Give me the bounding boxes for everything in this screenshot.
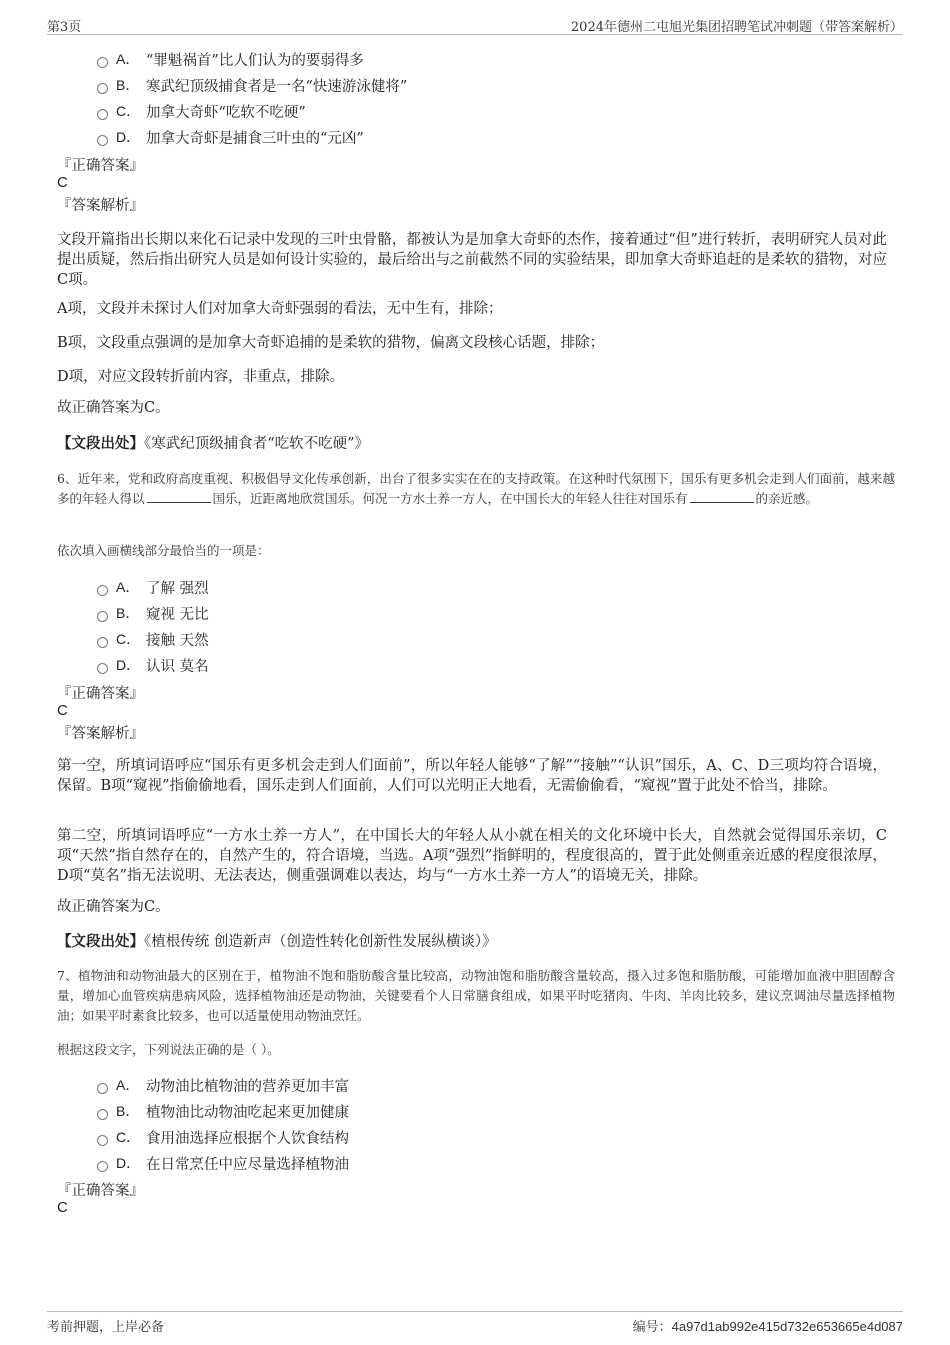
q6-source: 【文段出处】《植根传统 创造新声（创造性转化创新性发展纵横谈）》 — [57, 933, 497, 950]
q5-analysis-para: B项，文段重点强调的是加拿大奇虾追捕的是柔软的猎物，偏离文段核心话题，排除； — [57, 335, 605, 351]
radio-icon[interactable] — [97, 135, 108, 146]
q6-option-b[interactable]: B． 窥视 无比 — [97, 600, 877, 626]
radio-icon[interactable] — [97, 585, 108, 596]
page-number: 第3页 — [47, 20, 82, 35]
q5-correct-answer-label: 『正确答案』 — [57, 158, 144, 174]
q5-analysis-label: 『答案解析』 — [57, 198, 144, 214]
q6-option-a[interactable]: A． 了解 强烈 — [97, 574, 877, 600]
q5-analysis-para: 故正确答案为C。 — [57, 400, 170, 416]
q5-analysis-para: A项，文段并未探讨人们对加拿大奇虾强弱的看法，无中生有，排除； — [57, 301, 503, 317]
fill-blank — [690, 490, 754, 503]
q6-analysis-para: 第一空，所填词语呼应“国乐有更多机会走到人们面前”，所以年轻人能够“了解”“接触”“认识”国乐，A、C、D三项均符合语境，保留。B项“窥视”指偷偷地看，国乐走到人们面前，人们可以光明正大地看，无需偷偷看，“窥视”置于此处不恰当，排除。 — [57, 758, 887, 794]
radio-icon[interactable] — [97, 57, 108, 68]
page-header — [47, 14, 903, 35]
q7-correct-answer: C — [57, 1199, 68, 1216]
q6-analysis-para: 故正确答案为C。 — [57, 899, 170, 915]
page-footer — [47, 1311, 903, 1336]
q6-options — [97, 574, 877, 678]
q7-option-a[interactable]: A． 动物油比植物油的营养更加丰富 — [97, 1072, 877, 1098]
q6-stem: 6、近年来，党和政府高度重视、积极倡导文化传承创新，出台了很多实实在在的支持政策。在这种时代氛围下，国乐有更多机会走到人们面前，越来越多的年轻人得以 国乐，近距离地欣赏国乐。何况一方水土养一方人，在中国长大的年轻人往往对国乐有 的亲近感。 — [57, 471, 895, 506]
radio-icon[interactable] — [97, 109, 108, 120]
q5-option-c[interactable]: C． 加拿大奇虾“吃软不吃硬” — [97, 98, 877, 124]
q7-option-b[interactable]: B． 植物油比动物油吃起来更加健康 — [97, 1098, 877, 1124]
q7-correct-answer-label: 『正确答案』 — [57, 1183, 144, 1199]
radio-icon[interactable] — [97, 663, 108, 674]
q7-prompt: 根据这段文字，下列说法正确的是（ ）。 — [57, 1042, 280, 1057]
radio-icon[interactable] — [97, 1161, 108, 1172]
q7-stem: 7、植物油和动物油最大的区别在于，植物油不饱和脂肪酸含量比较高，动物油饱和脂肪酸含量较高，摄入过多饱和脂肪酸，可能增加血液中胆固醇含量，增加心血管疾病患病风险，选择植物油还是动物油，关键要看个人日常膳食组成，如果平时吃猪肉、牛肉、羊肉比较多，建议烹调油尽量选择植物油；如果平时素食比较多，也可以适量使用动物油烹饪。 — [57, 968, 895, 1023]
radio-icon[interactable] — [97, 637, 108, 648]
radio-icon[interactable] — [97, 1109, 108, 1120]
q5-option-b[interactable]: B． 寒武纪顶级捕食者是一名“快速游泳健将” — [97, 72, 877, 98]
q7-option-c[interactable]: C． 食用油选择应根据个人饮食结构 — [97, 1124, 877, 1150]
document-code: 编号：4a97d1ab992e415d732e653665e4d087 — [632, 1319, 903, 1335]
q6-option-d[interactable]: D． 认识 莫名 — [97, 652, 877, 678]
q5-analysis-para: D项，对应文段转折前内容，非重点，排除。 — [57, 369, 345, 385]
q6-correct-answer-label: 『正确答案』 — [57, 686, 144, 702]
q6-option-c[interactable]: C． 接触 天然 — [97, 626, 877, 652]
q6-analysis-para: 第二空，所填词语呼应“一方水土养一方人”，在中国长大的年轻人从小就在相关的文化环境中长大，自然就会觉得国乐亲切，C项“天然”指自然存在的，自然产生的，符合语境，当选。A项“强烈”指鲜明的，程度很高的，置于此处侧重亲近感的程度很浓厚，D项“莫名”指无法说明、无法表达，侧重强调难以表达，均与“一方水土养一方人”的语境无关，排除。 — [57, 828, 887, 884]
q6-prompt: 依次填入画横线部分最恰当的一项是： — [57, 543, 270, 558]
radio-icon[interactable] — [97, 83, 108, 94]
q7-options — [97, 1072, 877, 1176]
q5-correct-answer: C — [57, 174, 68, 191]
q5-option-d[interactable]: D． 加拿大奇虾是捕食三叶虫的“元凶” — [97, 124, 877, 150]
radio-icon[interactable] — [97, 611, 108, 622]
q7-option-d[interactable]: D． 在日常烹任中应尽量选择植物油 — [97, 1150, 877, 1176]
q5-options — [97, 46, 877, 150]
radio-icon[interactable] — [97, 1083, 108, 1094]
document-title: 2024年德州二屯旭光集团招聘笔试冲刺题（带答案解析） — [570, 20, 903, 35]
q5-source: 【文段出处】《寒武纪顶级捕食者“吃软不吃硬”》 — [57, 435, 370, 452]
fill-blank — [147, 490, 211, 503]
q5-analysis-para: 文段开篇指出长期以来化石记录中发现的三叶虫骨骼，都被认为是加拿大奇虾的杰作，接着通过“但”进行转折，表明研究人员对此提出质疑，然后指出研究人员是如何设计实验的，最后给出与之前截然不同的实验结果，即加拿大奇虾追赶的是柔软的猎物，对应C项。 — [57, 232, 887, 288]
q6-correct-answer: C — [57, 702, 68, 719]
q5-option-a[interactable]: A． “罪魁祸首”比人们认为的要弱得多 — [97, 46, 877, 72]
footer-slogan: 考前押题，上岸必备 — [47, 1320, 165, 1335]
radio-icon[interactable] — [97, 1135, 108, 1146]
q6-analysis-label: 『答案解析』 — [57, 726, 144, 742]
